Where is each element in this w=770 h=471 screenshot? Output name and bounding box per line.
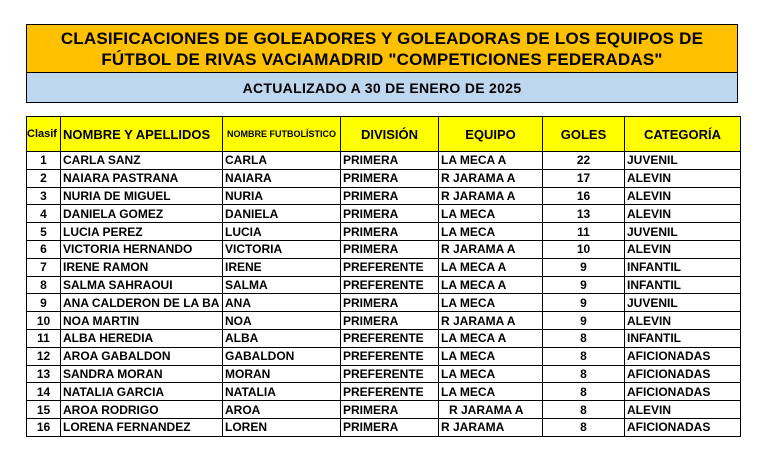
table-row[interactable] bbox=[27, 312, 741, 330]
cell-rank[interactable]: 10 bbox=[27, 312, 61, 330]
cell-football-name[interactable]: MORAN bbox=[223, 365, 341, 383]
col-header-rank[interactable]: Clasif bbox=[27, 117, 61, 152]
cell-football-name[interactable]: IRENE bbox=[223, 258, 341, 276]
cell-rank[interactable]: 8 bbox=[27, 276, 61, 294]
cell-rank[interactable]: 14 bbox=[27, 383, 61, 401]
cell-football-name[interactable]: NATALIA bbox=[223, 383, 341, 401]
cell-football-name[interactable]: SALMA bbox=[223, 276, 341, 294]
cell-team[interactable]: LA MECA A bbox=[439, 258, 543, 276]
cell-goals[interactable]: 8 bbox=[543, 401, 625, 419]
cell-team[interactable]: R JARAMA A bbox=[439, 169, 543, 187]
cell-division[interactable]: PREFERENTE bbox=[341, 347, 439, 365]
cell-name[interactable]: NAIARA PASTRANA bbox=[61, 169, 223, 187]
cell-team[interactable]: LA MECA bbox=[439, 383, 543, 401]
cell-category[interactable]: ALEVIN bbox=[625, 205, 741, 223]
cell-rank[interactable]: 4 bbox=[27, 205, 61, 223]
cell-rank[interactable]: 3 bbox=[27, 187, 61, 205]
col-header-name[interactable]: NOMBRE Y APELLIDOS bbox=[61, 117, 223, 152]
cell-name[interactable]: AROA RODRIGO bbox=[61, 401, 223, 419]
cell-team[interactable]: LA MECA bbox=[439, 205, 543, 223]
cell-team[interactable]: R JARAMA bbox=[439, 418, 543, 436]
cell-team[interactable]: LA MECA bbox=[439, 365, 543, 383]
cell-division[interactable]: PRIMERA bbox=[341, 418, 439, 436]
cell-team[interactable]: LA MECA bbox=[439, 223, 543, 241]
cell-category[interactable]: JUVENIL bbox=[625, 223, 741, 241]
col-header-division[interactable]: DIVISIÓN bbox=[341, 117, 439, 152]
cell-category[interactable]: JUVENIL bbox=[625, 152, 741, 170]
cell-goals[interactable]: 8 bbox=[543, 329, 625, 347]
cell-team[interactable]: LA MECA bbox=[439, 347, 543, 365]
cell-category[interactable]: ALEVIN bbox=[625, 240, 741, 258]
scorers-table bbox=[26, 116, 741, 437]
cell-division[interactable]: PREFERENTE bbox=[341, 276, 439, 294]
cell-team[interactable]: LA MECA A bbox=[439, 329, 543, 347]
cell-football-name[interactable]: GABALDON bbox=[223, 347, 341, 365]
cell-category[interactable]: JUVENIL bbox=[625, 294, 741, 312]
table-row[interactable] bbox=[27, 187, 741, 205]
table-row[interactable] bbox=[27, 169, 741, 187]
table-row[interactable] bbox=[27, 294, 741, 312]
cell-team[interactable]: R JARAMA A bbox=[439, 401, 543, 419]
cell-football-name[interactable]: VICTORIA bbox=[223, 240, 341, 258]
cell-football-name[interactable]: NOA bbox=[223, 312, 341, 330]
cell-team[interactable]: R JARAMA A bbox=[439, 312, 543, 330]
cell-name[interactable]: IRENE RAMON bbox=[61, 258, 223, 276]
cell-name[interactable]: NATALIA GARCIA bbox=[61, 383, 223, 401]
cell-goals[interactable]: 9 bbox=[543, 312, 625, 330]
cell-rank[interactable]: 13 bbox=[27, 365, 61, 383]
updated-date: ACTUALIZADO A 30 DE ENERO DE 2025 bbox=[27, 73, 737, 102]
cell-division[interactable]: PREFERENTE bbox=[341, 365, 439, 383]
cell-division[interactable]: PRIMERA bbox=[341, 312, 439, 330]
cell-goals[interactable]: 17 bbox=[543, 169, 625, 187]
cell-name[interactable]: DANIELA GOMEZ bbox=[61, 205, 223, 223]
cell-goals[interactable]: 8 bbox=[543, 383, 625, 401]
col-header-category[interactable]: CATEGORÍA bbox=[625, 117, 741, 152]
cell-goals[interactable]: 11 bbox=[543, 223, 625, 241]
cell-name[interactable]: LUCIA PEREZ bbox=[61, 223, 223, 241]
cell-division[interactable]: PRIMERA bbox=[341, 169, 439, 187]
table-row[interactable] bbox=[27, 223, 741, 241]
cell-division[interactable]: PRIMERA bbox=[341, 152, 439, 170]
cell-rank[interactable]: 6 bbox=[27, 240, 61, 258]
cell-name[interactable]: NOA MARTIN bbox=[61, 312, 223, 330]
cell-name[interactable]: ANA CALDERON DE LA BA bbox=[61, 294, 223, 312]
cell-goals[interactable]: 13 bbox=[543, 205, 625, 223]
col-header-goals[interactable]: GOLES bbox=[543, 117, 625, 152]
cell-football-name[interactable]: LOREN bbox=[223, 418, 341, 436]
table-row[interactable] bbox=[27, 401, 741, 419]
cell-category[interactable]: AFICIONADAS bbox=[625, 418, 741, 436]
cell-team[interactable]: R JARAMA A bbox=[439, 187, 543, 205]
cell-football-name[interactable]: NURIA bbox=[223, 187, 341, 205]
table-row[interactable] bbox=[27, 240, 741, 258]
cell-football-name[interactable]: NAIARA bbox=[223, 169, 341, 187]
title-line-1: CLASIFICACIONES DE GOLEADORES Y GOLEADORAS DE LOS EQUIPOS DE bbox=[60, 28, 704, 48]
cell-division[interactable]: PRIMERA bbox=[341, 205, 439, 223]
cell-rank[interactable]: 2 bbox=[27, 169, 61, 187]
cell-rank[interactable]: 16 bbox=[27, 418, 61, 436]
cell-name[interactable]: SANDRA MORAN bbox=[61, 365, 223, 383]
cell-goals[interactable]: 8 bbox=[543, 418, 625, 436]
cell-rank[interactable]: 1 bbox=[27, 152, 61, 170]
cell-category[interactable]: INFANTIL bbox=[625, 276, 741, 294]
cell-football-name[interactable]: AROA bbox=[223, 401, 341, 419]
cell-goals[interactable]: 8 bbox=[543, 347, 625, 365]
table-row[interactable] bbox=[27, 276, 741, 294]
cell-team[interactable]: LA MECA A bbox=[439, 152, 543, 170]
cell-goals[interactable]: 16 bbox=[543, 187, 625, 205]
cell-division[interactable]: PRIMERA bbox=[341, 223, 439, 241]
table-row[interactable] bbox=[27, 258, 741, 276]
cell-category[interactable]: AFICIONADAS bbox=[625, 383, 741, 401]
cell-category[interactable]: AFICIONADAS bbox=[625, 347, 741, 365]
cell-division[interactable]: PRIMERA bbox=[341, 294, 439, 312]
cell-team[interactable]: R JARAMA A bbox=[439, 240, 543, 258]
cell-goals[interactable]: 22 bbox=[543, 152, 625, 170]
cell-division[interactable]: PREFERENTE bbox=[341, 383, 439, 401]
cell-name[interactable]: ALBA HEREDIA bbox=[61, 329, 223, 347]
cell-team[interactable]: LA MECA A bbox=[439, 276, 543, 294]
cell-division[interactable]: PRIMERA bbox=[341, 187, 439, 205]
cell-category[interactable]: INFANTIL bbox=[625, 258, 741, 276]
cell-name[interactable]: NURIA DE MIGUEL bbox=[61, 187, 223, 205]
cell-football-name[interactable]: LUCIA bbox=[223, 223, 341, 241]
cell-name[interactable]: AROA GABALDON bbox=[61, 347, 223, 365]
page-title bbox=[27, 25, 737, 73]
cell-division[interactable]: PREFERENTE bbox=[341, 329, 439, 347]
cell-rank[interactable]: 15 bbox=[27, 401, 61, 419]
cell-name[interactable]: CARLA SANZ bbox=[61, 152, 223, 170]
cell-football-name[interactable]: DANIELA bbox=[223, 205, 341, 223]
cell-division[interactable]: PRIMERA bbox=[341, 401, 439, 419]
cell-category[interactable]: INFANTIL bbox=[625, 329, 741, 347]
cell-goals[interactable]: 9 bbox=[543, 294, 625, 312]
table-row[interactable] bbox=[27, 152, 741, 170]
title-banner bbox=[26, 24, 738, 103]
cell-football-name[interactable]: ANA bbox=[223, 294, 341, 312]
table-row[interactable] bbox=[27, 383, 741, 401]
cell-goals[interactable]: 10 bbox=[543, 240, 625, 258]
cell-division[interactable]: PRIMERA bbox=[341, 240, 439, 258]
col-header-team[interactable]: EQUIPO bbox=[439, 117, 543, 152]
cell-rank[interactable]: 12 bbox=[27, 347, 61, 365]
cell-team[interactable]: LA MECA bbox=[439, 294, 543, 312]
title-line-2: FÚTBOL DE RIVAS VACIAMADRID "COMPETICIONES FEDERADAS" bbox=[101, 49, 663, 69]
cell-category[interactable]: ALEVIN bbox=[625, 312, 741, 330]
cell-rank[interactable]: 11 bbox=[27, 329, 61, 347]
cell-rank[interactable]: 7 bbox=[27, 258, 61, 276]
table-row[interactable] bbox=[27, 329, 741, 347]
cell-name[interactable]: VICTORIA HERNANDO bbox=[61, 240, 223, 258]
cell-category[interactable]: ALEVIN bbox=[625, 187, 741, 205]
table-body bbox=[27, 152, 741, 437]
cell-football-name[interactable]: ALBA bbox=[223, 329, 341, 347]
cell-goals[interactable]: 8 bbox=[543, 365, 625, 383]
table-row[interactable] bbox=[27, 347, 741, 365]
cell-rank[interactable]: 5 bbox=[27, 223, 61, 241]
cell-category[interactable]: ALEVIN bbox=[625, 169, 741, 187]
cell-category[interactable]: ALEVIN bbox=[625, 401, 741, 419]
col-header-football-name[interactable]: NOMBRE FUTBOLÍSTICO bbox=[223, 117, 341, 152]
cell-division[interactable]: PREFERENTE bbox=[341, 258, 439, 276]
cell-name[interactable]: SALMA SAHRAOUI bbox=[61, 276, 223, 294]
cell-category[interactable]: AFICIONADAS bbox=[625, 365, 741, 383]
cell-rank[interactable]: 9 bbox=[27, 294, 61, 312]
table-row[interactable] bbox=[27, 418, 741, 436]
cell-name[interactable]: LORENA FERNANDEZ bbox=[61, 418, 223, 436]
table-row[interactable] bbox=[27, 205, 741, 223]
cell-goals[interactable]: 9 bbox=[543, 276, 625, 294]
cell-football-name[interactable]: CARLA bbox=[223, 152, 341, 170]
table-header-row bbox=[27, 117, 741, 152]
table-row[interactable] bbox=[27, 365, 741, 383]
cell-goals[interactable]: 9 bbox=[543, 258, 625, 276]
